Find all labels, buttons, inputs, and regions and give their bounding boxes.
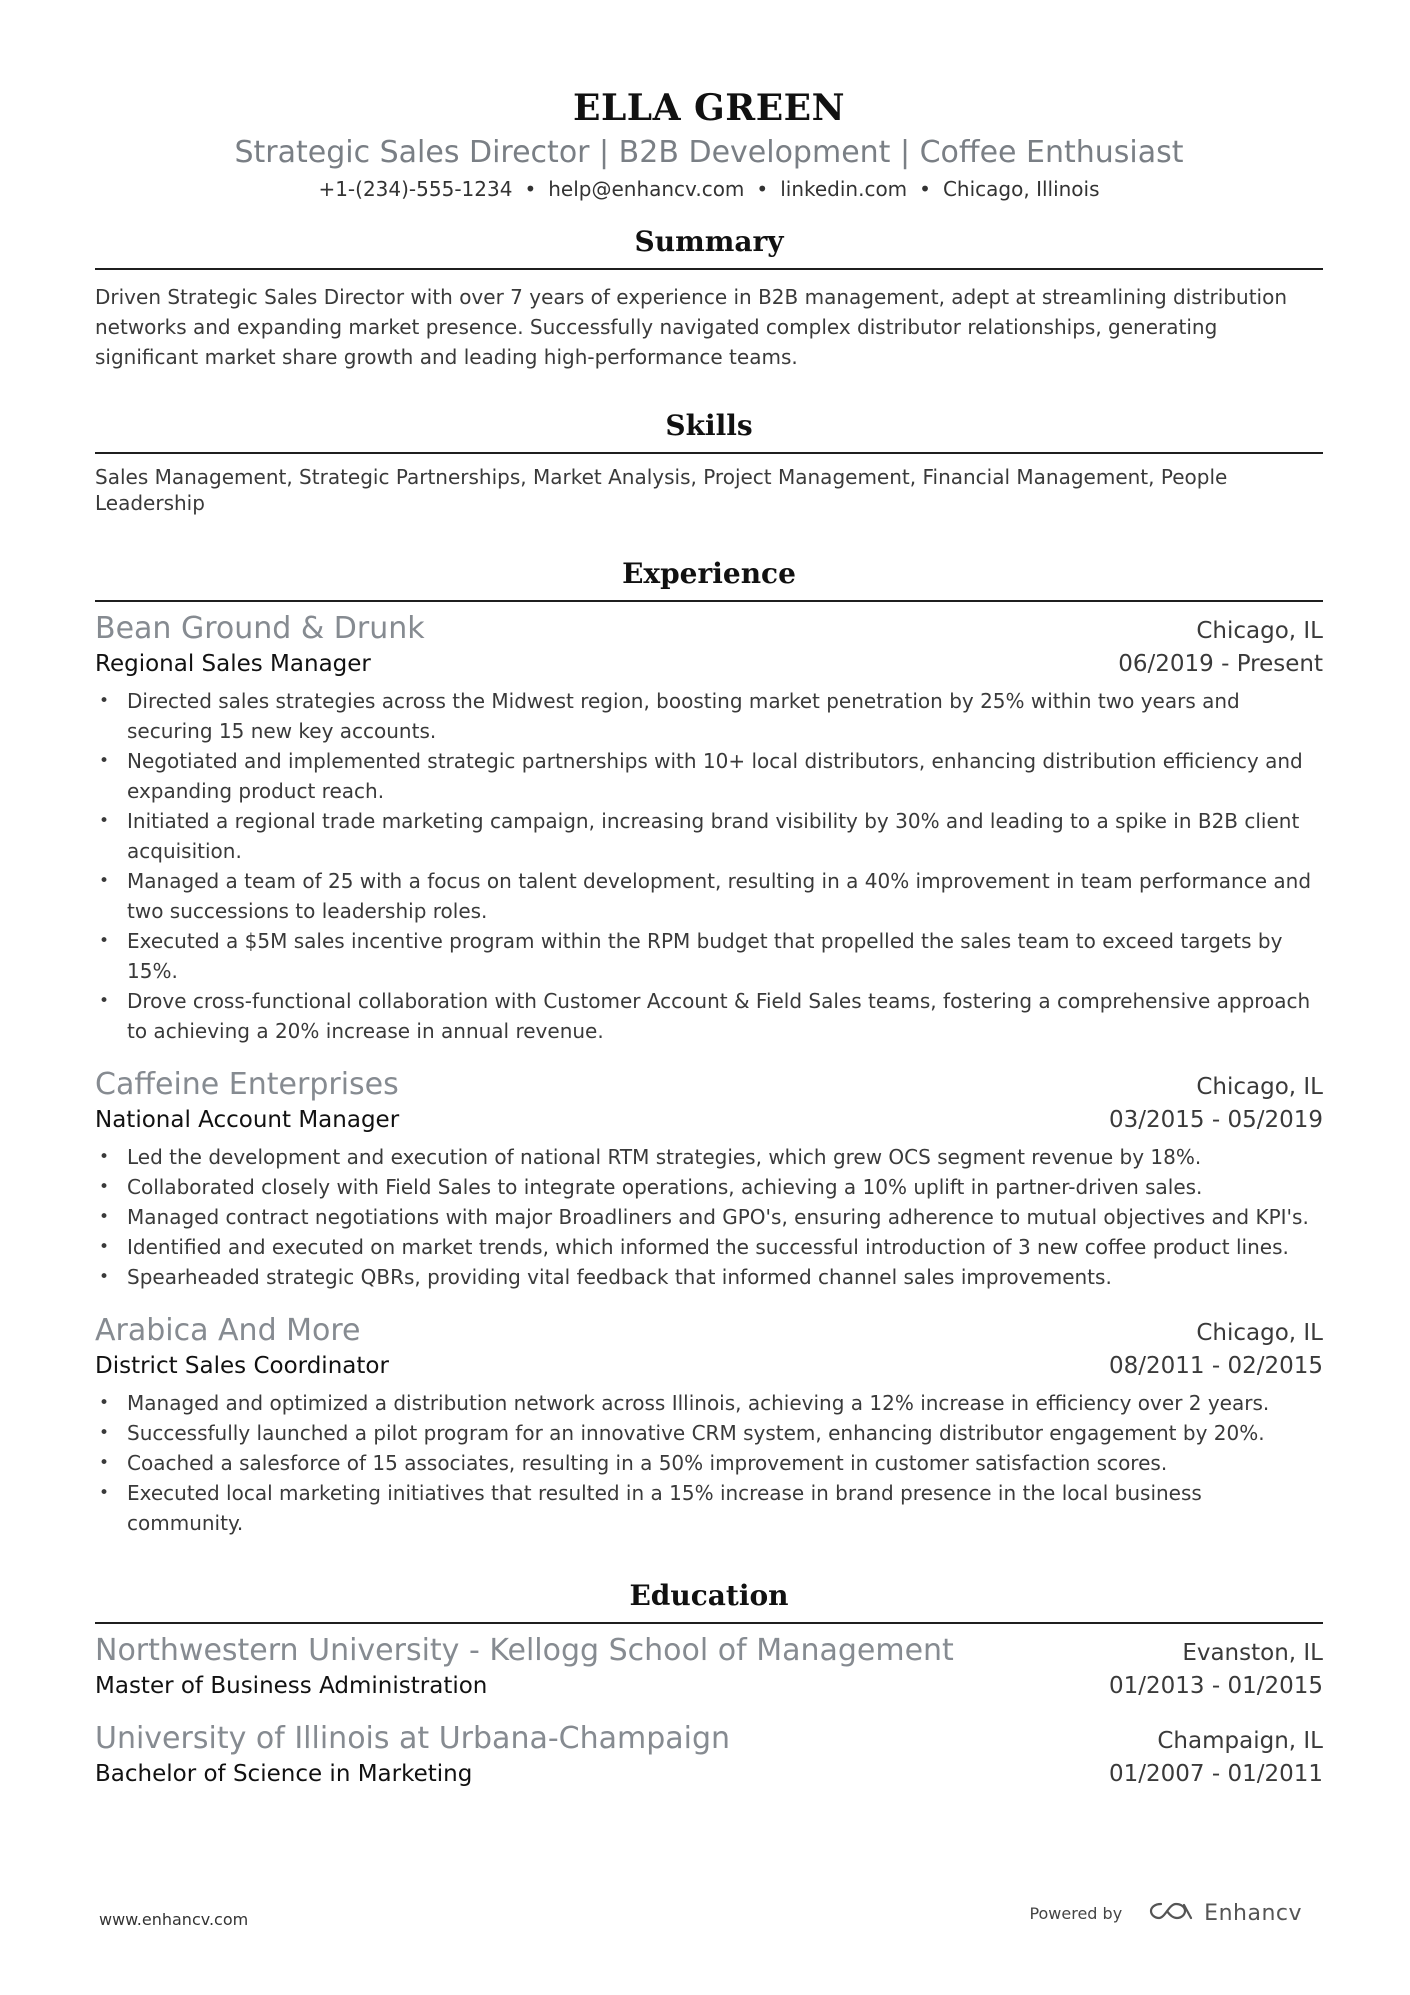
- candidate-name: ELLA GREEN: [573, 87, 845, 129]
- skills-section: [95, 408, 1323, 516]
- contact-separator: •: [756, 177, 769, 201]
- bullet-item: • Executed local marketing initiatives that resulted in a 15% increase in brand presence in the local business community.: [95, 1478, 1323, 1538]
- contact-linkedin[interactable]: linkedin.com: [780, 177, 908, 201]
- bullet-item: • Drove cross-functional collaboration with Customer Account & Field Sales teams, fostering a comprehensive approach to achieving a 20% increase in annual revenue.: [95, 986, 1323, 1046]
- job-title: National Account Manager: [95, 1107, 400, 1133]
- degree-name: Master of Business Administration: [95, 1673, 488, 1699]
- experience-entry: [95, 610, 1323, 1046]
- job-title: District Sales Coordinator: [95, 1353, 389, 1379]
- school-name: Northwestern University - Kellogg School of Management: [95, 1633, 954, 1668]
- education-section: [95, 1578, 1323, 1790]
- job-location: Chicago, IL: [1196, 1074, 1323, 1100]
- section-divider: [95, 268, 1323, 270]
- brand-name: Enhancv: [1204, 1900, 1302, 1926]
- contact-phone: +1-(234)-555-1234: [318, 177, 513, 201]
- job-dates: 06/2019 - Present: [1118, 651, 1323, 677]
- summary-text: Driven Strategic Sales Director with over 7 years of experience in B2B management, adept at streamlining distribution networks and expanding market presence. Successfully navigated complex distributor relationships, generating significant market share growth and leading high-performance teams.: [95, 285, 1288, 369]
- bullet-item: • Led the development and execution of national RTM strategies, which grew OCS segment revenue by 18%.: [95, 1142, 1323, 1172]
- summary-section: [95, 224, 1323, 372]
- bullet-item: • Initiated a regional trade marketing campaign, increasing brand visibility by 30% and leading to a spike in B2B client acquisition.: [95, 806, 1323, 866]
- bullet-item: • Coached a salesforce of 15 associates, resulting in a 50% improvement in customer satisfaction scores.: [95, 1448, 1323, 1478]
- skills-text: Sales Management, Strategic Partnerships, Market Analysis, Project Management, Financial Management, People Leadership: [95, 465, 1228, 515]
- school-location: Evanston, IL: [1182, 1640, 1323, 1666]
- school-name: University of Illinois at Urbana-Champaign: [95, 1721, 731, 1756]
- job-bullets: [95, 686, 1323, 1046]
- resume-page: [95, 0, 1323, 1790]
- bullet-item: • Spearheaded strategic QBRs, providing vital feedback that informed channel sales improvements.: [95, 1262, 1323, 1292]
- education-entry: [95, 1632, 1323, 1702]
- experience-entry: [95, 1066, 1323, 1292]
- job-dates: 08/2011 - 02/2015: [1108, 1353, 1323, 1379]
- experience-section: [95, 556, 1323, 1538]
- bullet-item: • Identified and executed on market trends, which informed the successful introduction of 3 new coffee product lines.: [95, 1232, 1323, 1262]
- section-title-summary: Summary: [634, 225, 784, 258]
- bullet-item: • Managed and optimized a distribution network across Illinois, achieving a 12% increase in efficiency over 2 years.: [95, 1388, 1323, 1418]
- footer-branding[interactable]: [1029, 1900, 1302, 1926]
- section-divider: [95, 600, 1323, 602]
- section-divider: [95, 1622, 1323, 1624]
- bullet-item: • Managed a team of 25 with a focus on talent development, resulting in a 40% improvement in team performance and two successions to leadership roles.: [95, 866, 1323, 926]
- bullet-item: • Negotiated and implemented strategic partnerships with 10+ local distributors, enhancing distribution efficiency and expanding product reach.: [95, 746, 1323, 806]
- job-location: Chicago, IL: [1196, 1320, 1323, 1346]
- contact-location: Chicago, Illinois: [942, 177, 1100, 201]
- bullet-item: • Managed contract negotiations with major Broadliners and GPO's, ensuring adherence to mutual objectives and KPI's.: [95, 1202, 1323, 1232]
- bullet-item: • Collaborated closely with Field Sales to integrate operations, achieving a 10% uplift in partner-driven sales.: [95, 1172, 1323, 1202]
- contact-line: [95, 176, 1323, 202]
- powered-by-label: Powered by: [1029, 1903, 1123, 1923]
- degree-name: Bachelor of Science in Marketing: [95, 1761, 473, 1787]
- section-title-skills: Skills: [665, 409, 753, 442]
- bullet-item: • Directed sales strategies across the Midwest region, boosting market penetration by 25% within two years and securing 15 new key accounts.: [95, 686, 1323, 746]
- job-bullets: [95, 1142, 1323, 1292]
- job-bullets: [95, 1388, 1323, 1538]
- company-name: Bean Ground & Drunk: [95, 611, 425, 646]
- experience-entry: [95, 1312, 1323, 1538]
- footer-website[interactable]: www.enhancv.com: [99, 1910, 249, 1929]
- section-title-education: Education: [629, 1579, 789, 1612]
- enhancv-logo-icon: [1148, 1900, 1194, 1926]
- bullet-item: • Successfully launched a pilot program for an innovative CRM system, enhancing distributor engagement by 20%.: [95, 1418, 1323, 1448]
- company-name: Caffeine Enterprises: [95, 1067, 399, 1102]
- section-divider: [95, 452, 1323, 454]
- contact-separator: •: [919, 177, 931, 201]
- company-name: Arabica And More: [95, 1313, 361, 1348]
- job-location: Chicago, IL: [1196, 618, 1323, 644]
- job-title: Regional Sales Manager: [95, 651, 371, 677]
- education-dates: 01/2013 - 01/2015: [1108, 1673, 1323, 1699]
- bullet-item: • Executed a $5M sales incentive program within the RPM budget that propelled the sales team to exceed targets by 15%.: [95, 926, 1323, 986]
- section-title-experience: Experience: [622, 557, 796, 590]
- job-dates: 03/2015 - 05/2019: [1108, 1107, 1323, 1133]
- school-location: Champaign, IL: [1157, 1728, 1323, 1754]
- contact-email[interactable]: help@enhancv.com: [548, 177, 745, 201]
- contact-separator: •: [524, 177, 537, 201]
- education-entry: [95, 1720, 1323, 1790]
- candidate-tagline: Strategic Sales Director | B2B Development | Coffee Enthusiast: [234, 135, 1184, 170]
- education-dates: 01/2007 - 01/2011: [1108, 1761, 1323, 1787]
